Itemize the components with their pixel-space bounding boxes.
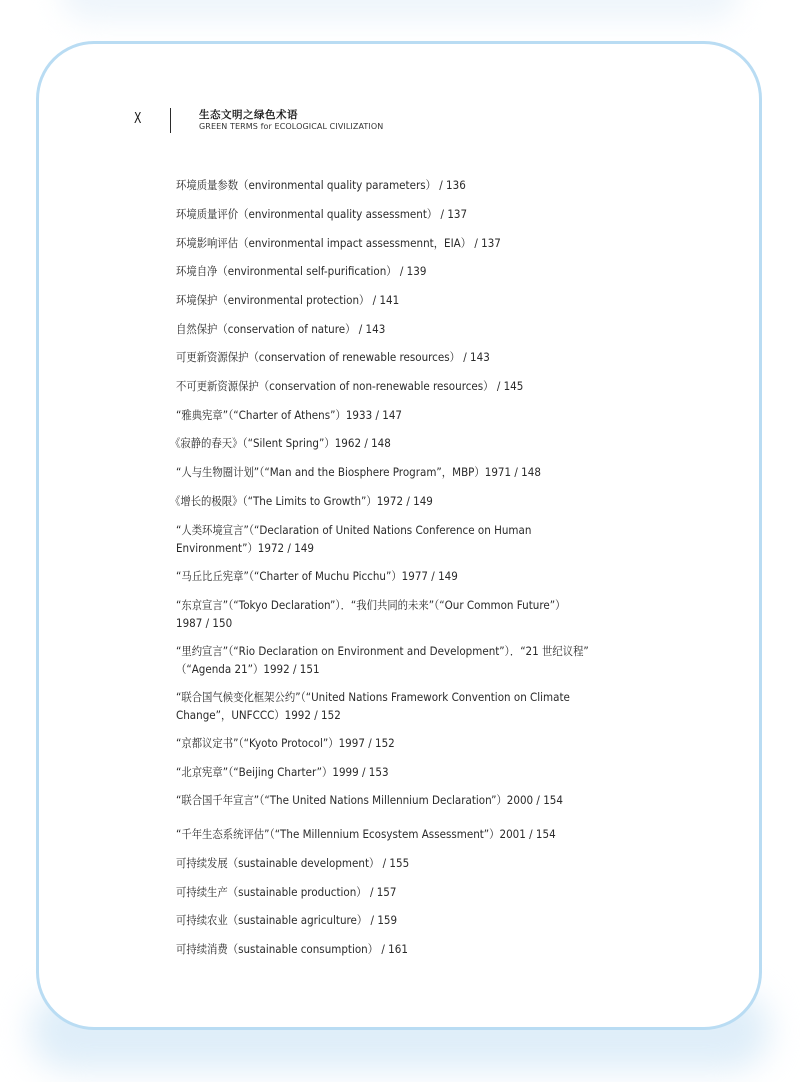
toc-entry[interactable]: 可持续农业（sustainable agriculture） / 159: [176, 913, 398, 927]
toc-entry[interactable]: “京都议定书”（“Kyoto Protocol”）1997 / 152: [176, 736, 395, 750]
book-title: 生态文明之绿色术语: [199, 109, 298, 121]
toc-entry[interactable]: “人类环境宣言”（“Declaration of United Nations Conference on Human Environment”）1972 / 149: [176, 523, 532, 555]
header-divider: [170, 108, 171, 133]
toc-entry[interactable]: “马丘比丘宪章”（“Charter of Muchu Picchu”）1977 / 149: [176, 569, 458, 583]
toc-entry[interactable]: “联合国气候变化框架公约”（“United Nations Framework Convention on Climate Change”，UNFCCC）1992 / 152: [176, 690, 570, 722]
toc-entry[interactable]: 环境保护（environmental protection） / 141: [176, 293, 400, 307]
toc-entry[interactable]: 环境质量参数（environmental quality parameters） / 136: [176, 178, 466, 192]
toc-entry[interactable]: 可持续生产（sustainable production） / 157: [176, 885, 397, 899]
toc-entry[interactable]: “联合国千年宣言”（“The United Nations Millennium Declaration”）2000 / 154: [176, 793, 563, 807]
toc-entry[interactable]: “雅典宪章”（“Charter of Athens”）1933 / 147: [176, 408, 402, 422]
toc-entry[interactable]: 环境质量评价（environmental quality assessment） / 137: [176, 207, 468, 221]
toc-entry[interactable]: 《增长的极限》（“The Limits to Growth”）1972 / 149: [170, 494, 433, 508]
toc-entry[interactable]: 不可更新资源保护（conservation of non-renewable resources） / 145: [176, 379, 524, 393]
toc-entry[interactable]: 可持续发展（sustainable development） / 155: [176, 856, 410, 870]
toc-entry[interactable]: 环境影响评估（environmental impact assessmennt，EIA） / 137: [176, 236, 501, 250]
toc-entry[interactable]: “千年生态系统评估”（“The Millennium Ecosystem Assessment”）2001 / 154: [176, 827, 556, 841]
toc-entry[interactable]: 《寂静的春天》（“Silent Spring”）1962 / 148: [170, 436, 391, 450]
toc-entry[interactable]: 可持续消费（sustainable consumption） / 161: [176, 942, 408, 956]
toc-entry[interactable]: “东京宣言”（“Tokyo Declaration”）．“我们共同的未来”（“Our Common Future”） 1987 / 150: [176, 598, 566, 630]
top-glow: [60, 0, 740, 20]
toc-entry[interactable]: 可更新资源保护（conservation of renewable resources） / 143: [176, 350, 490, 364]
book-subtitle: GREEN TERMS for ECOLOGICAL CIVILIZATION: [199, 122, 384, 131]
toc-entry[interactable]: 自然保护（conservation of nature） / 143: [176, 322, 386, 336]
page-number: X: [134, 109, 142, 127]
toc-entry[interactable]: 环境自净（environmental self-purification） / 139: [176, 264, 427, 278]
toc-entry[interactable]: “里约宣言”（“Rio Declaration on Environment and Development”）．“21 世纪议程” （“Agenda 21”）1992 / 151: [176, 644, 589, 676]
toc-entry[interactable]: “人与生物圈计划”（“Man and the Biosphere Program”，MBP）1971 / 148: [176, 465, 541, 479]
toc-entry[interactable]: “北京宪章”（“Beijing Charter”）1999 / 153: [176, 765, 389, 779]
